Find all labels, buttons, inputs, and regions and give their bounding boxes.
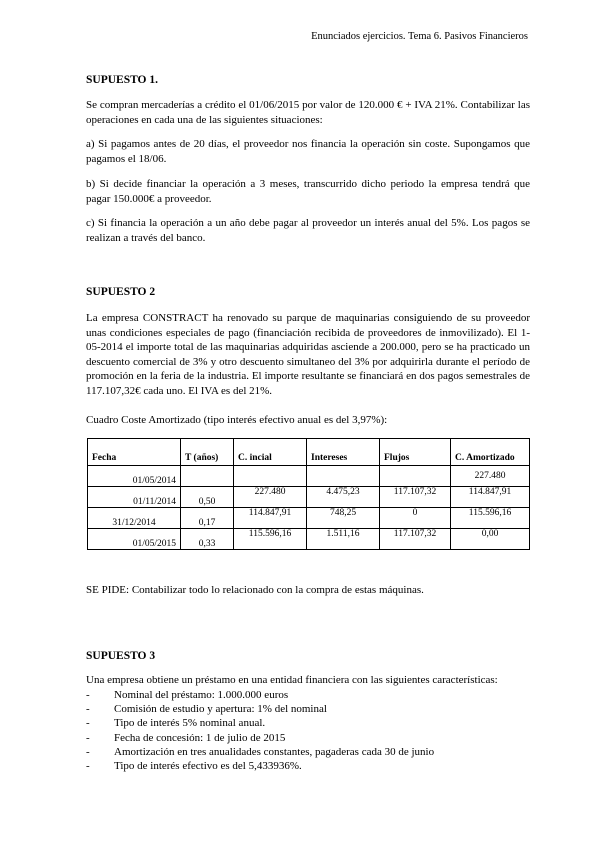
list-item-text: Fecha de concesión: 1 de julio de 2015 (114, 731, 286, 744)
supuesto-1-case-b: b) Si decide financiar la operación a 3 meses, transcurrido dicho periodo la empresa tendrá que pagar 150.000€ a proveedor. (86, 178, 530, 205)
dash-marker: - (86, 703, 90, 716)
col-header-flujos: Flujos (380, 439, 451, 466)
supuesto-1-title: SUPUESTO 1. (86, 74, 159, 86)
cell-fecha: 01/11/2014 (88, 487, 181, 508)
table-row (88, 487, 530, 508)
list-item-text: Nominal del préstamo: 1.000.000 euros (114, 689, 289, 701)
col-header-c-inicial: C. incial (234, 439, 307, 466)
list-item-text: Tipo de interés efectivo es del 5,433936%. (114, 760, 302, 773)
dash-marker: - (86, 689, 90, 701)
amortization-table-caption: Cuadro Coste Amortizado (tipo interés efectivo anual es del 3,97%): (86, 414, 388, 426)
supuesto-2-request: SE PIDE: Contabilizar todo lo relacionado con la compra de estas máquinas. (86, 584, 424, 596)
col-header-fecha: Fecha (88, 439, 181, 466)
supuesto-3-title: SUPUESTO 3 (86, 650, 156, 662)
list-item-text: Amortización en tres anualidades constantes, pagaderas cada 30 de junio (114, 745, 435, 758)
cell-t: 0,33 (181, 529, 234, 550)
cell-intereses: 748,25 (307, 508, 380, 529)
page-header: Enunciados ejercicios. Tema 6. Pasivos Financieros (311, 31, 528, 42)
cell-intereses: 1.511,16 (307, 529, 380, 550)
cell-c-amortizado: 114.847,91 (451, 487, 530, 508)
cell-t (181, 466, 234, 487)
table-row (88, 529, 530, 550)
cell-flujos (380, 466, 451, 487)
list-item (86, 745, 434, 759)
cell-c-inicial: 115.596,16 (234, 529, 307, 550)
table-row (88, 508, 530, 529)
cell-flujos: 0 (380, 508, 451, 529)
cell-c-amortizado: 227.480 (451, 466, 530, 487)
list-item (86, 688, 434, 702)
cell-fecha: 01/05/2014 (88, 466, 181, 487)
list-item-text: Tipo de interés 5% nominal anual. (114, 717, 266, 730)
cell-t: 0,50 (181, 487, 234, 508)
cell-intereses: 4.475,23 (307, 487, 380, 508)
col-header-c-amortizado: C. Amortizado (451, 439, 530, 466)
dash-marker: - (86, 745, 90, 758)
cell-fecha: 01/05/2015 (88, 529, 181, 550)
supuesto-3-intro: Una empresa obtiene un préstamo en una entidad financiera con las siguientes características: (86, 674, 498, 686)
cell-c-inicial: 114.847,91 (234, 508, 307, 529)
col-header-t-anos: T (años) (181, 439, 234, 466)
list-item-text: Comisión de estudio y apertura: 1% del nominal (114, 703, 327, 716)
cell-c-inicial: 227.480 (234, 487, 307, 508)
cell-c-inicial (234, 466, 307, 487)
cell-c-amortizado: 115.596,16 (451, 508, 530, 529)
supuesto-2-text: La empresa CONSTRACT ha renovado su parque de maquinarias consiguiendo de su proveedor unas condiciones especiales de pago (financiación recibida de proveedores de inmovilizado). El 1-05-2014 el importe total de las maquinarias adquiridas asciende a 200.000, pero se ha practicado un descuento comercial de 3% y otro descuento simultaneo del 3% por adquirirla durante el período de promoción en la feria de la industria. El importe resultante se financiará en dos pagos semestrales de 117.107,32€ cada uno. El IVA es del 21%. (86, 312, 530, 397)
dash-marker: - (86, 760, 90, 773)
cell-intereses (307, 466, 380, 487)
list-item (86, 716, 434, 730)
cell-c-amortizado: 0,00 (451, 529, 530, 550)
table-header-row (88, 439, 530, 466)
list-item (86, 759, 434, 773)
cell-flujos: 117.107,32 (380, 487, 451, 508)
amortization-table (87, 438, 530, 550)
col-header-intereses: Intereses (307, 439, 380, 466)
list-item (86, 731, 434, 745)
cell-flujos: 117.107,32 (380, 529, 451, 550)
loan-characteristics-list (86, 688, 434, 773)
supuesto-2-title: SUPUESTO 2 (86, 286, 156, 298)
cell-fecha: 31/12/2014 (88, 508, 181, 529)
cell-t: 0,17 (181, 508, 234, 529)
dash-marker: - (86, 731, 90, 744)
table-row (88, 466, 530, 487)
supuesto-1-case-c: c) Si financia la operación a un año debe pagar al proveedor un interés anual del 5%. Los pagos se realizan a través del banco. (86, 217, 530, 244)
supuesto-1-intro: Se compran mercaderías a crédito el 01/06/2015 por valor de 120.000 € + IVA 21%. Contabilizar las operaciones en cada una de las siguientes situaciones: (86, 99, 530, 126)
list-item (86, 702, 434, 716)
supuesto-1-case-a: a) Si pagamos antes de 20 días, el proveedor nos financia la operación sin coste. Supongamos que pagamos el 18/06. (86, 138, 530, 165)
dash-marker: - (86, 717, 90, 730)
